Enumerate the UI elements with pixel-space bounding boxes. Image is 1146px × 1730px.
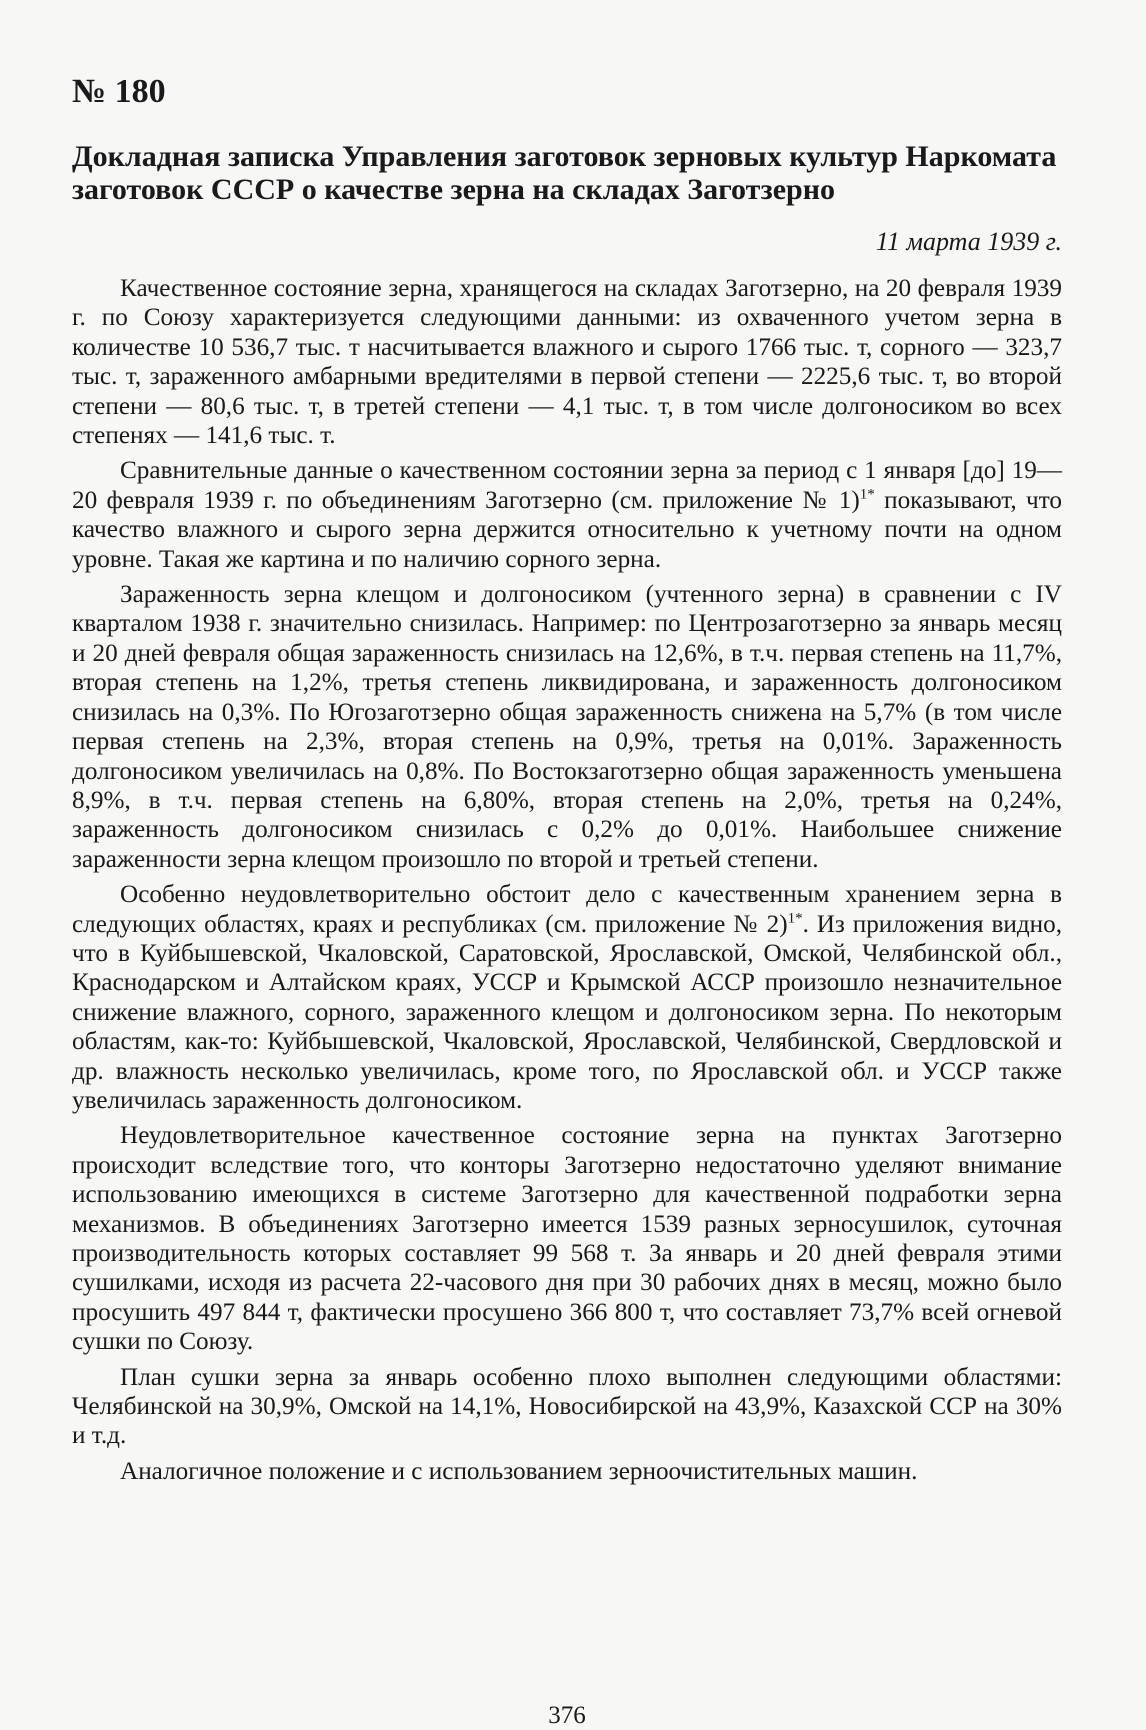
paragraph-5: Неудовлетворительное качественное состояние зерна на пунктах Заготзерно происходит вследствие того, что конторы Заготзерно недостаточно уделяют внимание использованию имеющихся в системе Заготзерно для качественной подработки зерна механизмов. В объединениях Заготзерно имеется 1539 разных зерносушилок, суточная производительность которых составляет 99 568 т. За январь и 20 дней февраля этими сушилками, исходя из расчета 22-часового дня при 30 рабочих днях в месяц, можно было просушить 497 844 т, фактически просушено 366 800 т, что составляет 73,7% всей огневой сушки по Союзу. bbox=[72, 1122, 1062, 1356]
paragraph-4-text-b: . Из приложения видно, что в Куйбышевской, Чкаловской, Саратовской, Ярославской, Омской, Челябинской обл., Краснодарском и Алтайском краях, УССР и Крымской АССР произошло незначительное снижение влажного, сорного, зараженного клещом и долгоносиком зерна. По некоторым областям, как-то: Куйбышевской, Чкаловской, Ярославской, Челябинской, Свердловской и др. влажность несколько увеличилась, кроме того, по Ярославской обл. и УССР также увеличилась зараженность долгоносиком. bbox=[72, 910, 1062, 1114]
paragraph-2-text-a: Сравнительные данные о качественном состоянии зерна за период с 1 января [до] 19—20 февраля 1939 г. по объединениям Заготзерно (см. приложение № 1) bbox=[72, 457, 1062, 514]
document-page bbox=[72, 72, 1062, 1729]
paragraph-7: Аналогичное положение и с использованием зерноочистительных машин. bbox=[120, 1457, 918, 1485]
paragraph-4-text-a: Особенно неудовлетворительно обстоит дело с качественным хранением зерна в следующих областях, краях и республиках (см. приложение № 2) bbox=[72, 881, 1062, 938]
paragraph-6: План сушки зерна за январь особенно плохо выполнен следующими областями: Челябинской на 30,9%, Омской на 14,1%, Новосибирской на 43,9%, Казахской ССР на 30% и т.д. bbox=[72, 1363, 1062, 1450]
paragraph-3: Зараженность зерна клещом и долгоносиком (учтенного зерна) в сравнении с IV кварталом 1938 г. значительно снизилась. Например: по Центрозаготзерно за январь месяц и 20 дней февраля общая зараженность снизилась на 12,6%, в т.ч. первая степень на 11,7%, вторая степень на 1,2%, третья степень ликвидирована, и зараженность долгоносиком снизилась на 0,3%. По Югозаготзерно общая зараженность снижена на 5,7% (в том числе первая степень на 2,3%, вторая степень на 0,9%, третья на 0,01%. Зараженность долгоносиком увеличилась на 0,8%. По Востокзаготзерно общая зараженность уменьшена 8,9%, в т.ч. первая степень на 6,80%, вторая степень на 2,0%, третья на 0,24%, зараженность долгоносиком снизилась с 0,2% до 0,01%. Наибольшее снижение зараженности зерна клещом произошло по второй и третьей степени. bbox=[72, 581, 1062, 873]
document-number: № 180 bbox=[72, 73, 166, 110]
footnote-marker: 1* bbox=[787, 910, 803, 927]
document-title: Докладная записка Управления заготовок зерновых культур Наркомата заготовок СССР о качестве зерна на складах Заготзерно bbox=[72, 140, 1057, 206]
page-number: 376 bbox=[548, 1702, 586, 1729]
paragraph-1: Качественное состояние зерна, хранящегося на складах Заготзерно, на 20 февраля 1939 г. по Союзу характеризуется следующими данными: из охваченного учетом зерна в количестве 10 536,7 тыс. т насчитывается влажного и сырого 1766 тыс. т, сорного — 323,7 тыс. т, зараженного амбарными вредителями в первой степени — 2225,6 тыс. т, во второй степени — 80,6 тыс. т, в третей степени — 4,1 тыс. т, в том числе долгоносиком во всех степенях — 141,6 тыс. т. bbox=[72, 275, 1062, 450]
paragraph-2 bbox=[72, 456, 1062, 574]
document-date: 11 марта 1939 г. bbox=[875, 227, 1062, 256]
footnote-marker: 1* bbox=[859, 486, 875, 503]
paragraph-2-text-b: показывают, что качество влажного и сырого зерна держится относительно к учетному почти на одном уровне. Такая же картина и по наличию сорного зерна. bbox=[72, 486, 1062, 573]
paragraph-4 bbox=[72, 880, 1062, 1115]
